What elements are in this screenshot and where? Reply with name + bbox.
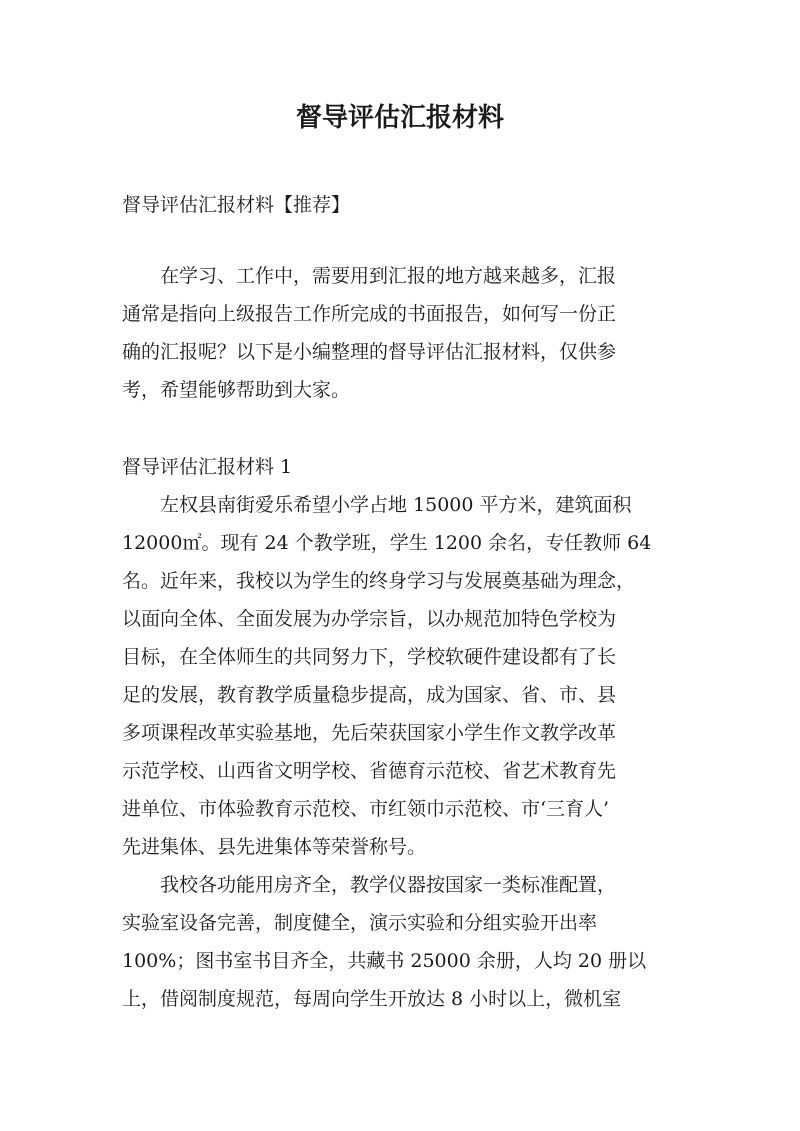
paragraph-line: 上，借阅制度规范，每周向学生开放达 8 小时以上，微机室 [122, 988, 622, 1010]
body-paragraph-2 [122, 866, 688, 1018]
paragraph-line: 多项课程改革实验基地，先后荣获国家小学生作文教学改革 [122, 722, 617, 744]
document-title: 督导评估汇报材料 [295, 103, 504, 133]
paragraph-line: 足的发展，教育教学质量稳步提高，成为国家、省、市、县 [122, 684, 617, 706]
paragraph-line: 以面向全体、全面发展为办学宗旨，以办规范加特色学校为 [122, 608, 617, 630]
paragraph-line: 左权县南街爱乐希望小学占地 15000 平方米，建筑面积 [122, 494, 632, 516]
paragraph-line: 先进集体、县先进集体等荣誉称号。 [122, 836, 427, 858]
paragraph-line: 我校各功能用房齐全，教学仪器按国家一类标准配置， [122, 874, 617, 896]
intro-line: 在学习、工作中，需要用到汇报的地方越来越多，汇报 [122, 265, 617, 287]
body-paragraph-1 [122, 486, 688, 866]
intro-line: 通常是指向上级报告工作所完成的书面报告，如何写一份正 [122, 303, 617, 325]
paragraph-line: 12000㎡。现有 24 个教学班，学生 1200 余名，专任教师 64 [122, 532, 652, 554]
paragraph-line: 示范学校、山西省文明学校、省德育示范校、省艺术教育先 [122, 760, 617, 782]
intro-line: 确的汇报呢？以下是小编整理的督导评估汇报材料，仅供参 [122, 341, 617, 363]
paragraph-line: 名。近年来，我校以为学生的终身学习与发展奠基础为理念， [122, 570, 636, 592]
intro-line: 考，希望能够帮助到大家。 [122, 379, 351, 401]
paragraph-line: 100%；图书室书目齐全，共藏书 25000 余册，人均 20 册以 [122, 950, 647, 972]
paragraph-line: 目标，在全体师生的共同努力下，学校软硬件建设都有了长 [122, 646, 617, 668]
section-heading: 督导评估汇报材料 1 [122, 456, 293, 478]
document-subtitle: 督导评估汇报材料【推荐】 [122, 194, 351, 216]
paragraph-line: 进单位、市体验教育示范校、市红领巾示范校、市‘三育人’ [122, 798, 610, 820]
intro-paragraph [122, 257, 688, 409]
paragraph-line: 实验室设备完善，制度健全，演示实验和分组实验开出率 [122, 912, 598, 934]
